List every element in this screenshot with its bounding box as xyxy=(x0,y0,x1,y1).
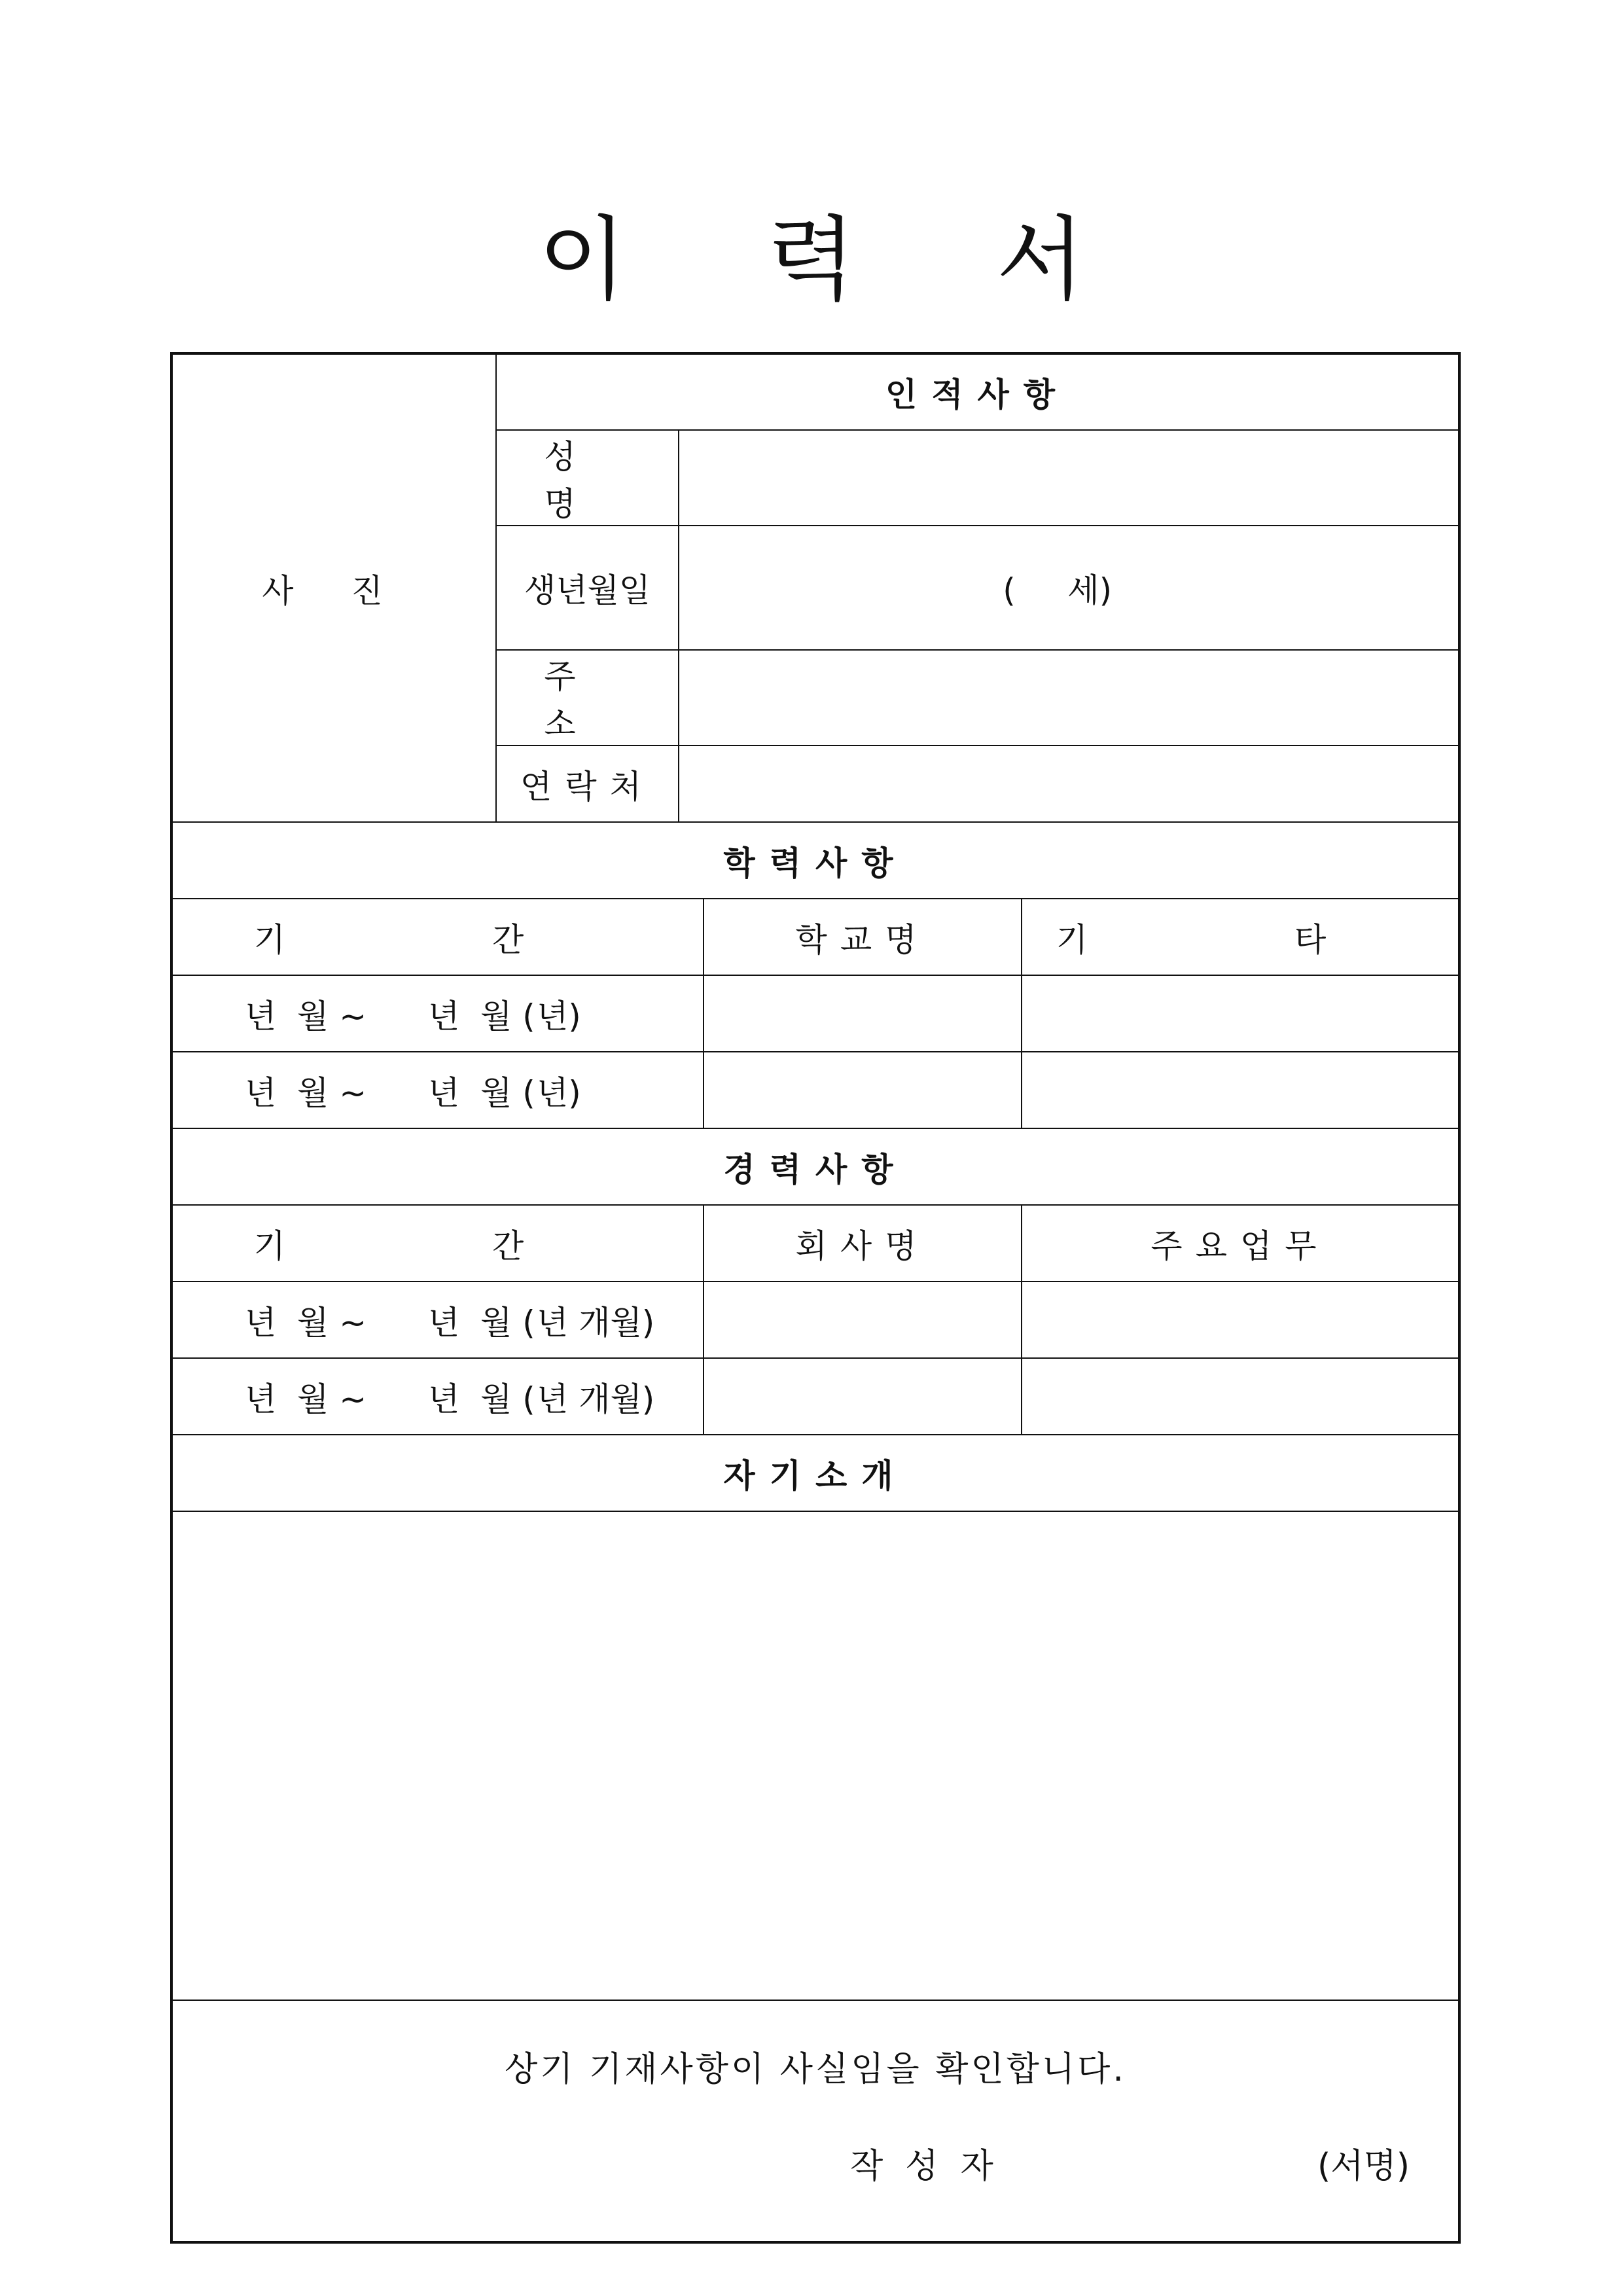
contact-field[interactable] xyxy=(679,745,1459,822)
photo-cell[interactable] xyxy=(171,353,496,822)
contact-label: 연락처 xyxy=(496,745,679,822)
intro-body[interactable] xyxy=(171,1511,1459,2000)
age-value: ( 세) xyxy=(1003,571,1113,609)
career-header-company: 회사명 xyxy=(704,1205,1022,1282)
education-header-etc: 기 타 xyxy=(1022,899,1459,975)
education-row-1-school[interactable] xyxy=(704,975,1022,1052)
education-row-1-period[interactable]: 년 월 ~ 년 월 ( 년) xyxy=(171,975,704,1052)
education-row-2-school[interactable] xyxy=(704,1052,1022,1128)
address-field[interactable] xyxy=(679,650,1459,745)
career-row-2-period[interactable]: 년 월 ~ 년 월 ( 년 개월) xyxy=(171,1358,704,1435)
career-header-duty: 주요업무 xyxy=(1022,1205,1459,1282)
signature-label[interactable]: (서명) xyxy=(1317,2147,1410,2186)
personal-section-header: 인적사항 xyxy=(496,353,1459,430)
photo-label: 사 진 xyxy=(262,571,406,610)
document-title xyxy=(0,196,1623,314)
title-char-1: 이 xyxy=(538,206,627,314)
career-row-1-company[interactable] xyxy=(704,1282,1022,1358)
education-row-2-period[interactable]: 년 월 ~ 년 월 ( 년) xyxy=(171,1052,704,1128)
career-row-2-company[interactable] xyxy=(704,1358,1022,1435)
birth-field[interactable] xyxy=(679,526,1459,650)
education-section-header: 학력사항 xyxy=(171,822,1459,899)
education-row-2-etc[interactable] xyxy=(1022,1052,1459,1128)
address-label: 주 소 xyxy=(496,650,679,745)
education-header-period: 기 간 xyxy=(171,899,704,975)
title-char-2: 력 xyxy=(767,206,856,314)
career-row-2-duty[interactable] xyxy=(1022,1358,1459,1435)
career-section-header: 경력사항 xyxy=(171,1128,1459,1205)
resume-form xyxy=(170,352,1461,2244)
name-field[interactable] xyxy=(679,430,1459,526)
confirm-area xyxy=(171,2000,1459,2242)
education-row-1-etc[interactable] xyxy=(1022,975,1459,1052)
birth-label: 생년월일 xyxy=(496,526,679,650)
writer-label: 작성자 xyxy=(850,2147,1016,2186)
intro-section-header: 자기소개 xyxy=(171,1435,1459,1511)
name-label: 성 명 xyxy=(496,430,679,526)
career-row-1-duty[interactable] xyxy=(1022,1282,1459,1358)
career-row-1-period[interactable]: 년 월 ~ 년 월 ( 년 개월) xyxy=(171,1282,704,1358)
title-char-3: 서 xyxy=(996,206,1085,314)
education-header-school: 학교명 xyxy=(704,899,1022,975)
career-header-period: 기 간 xyxy=(171,1205,704,1282)
confirm-statement: 상기 기재사항이 사실임을 확인합니다. xyxy=(505,2050,1126,2089)
